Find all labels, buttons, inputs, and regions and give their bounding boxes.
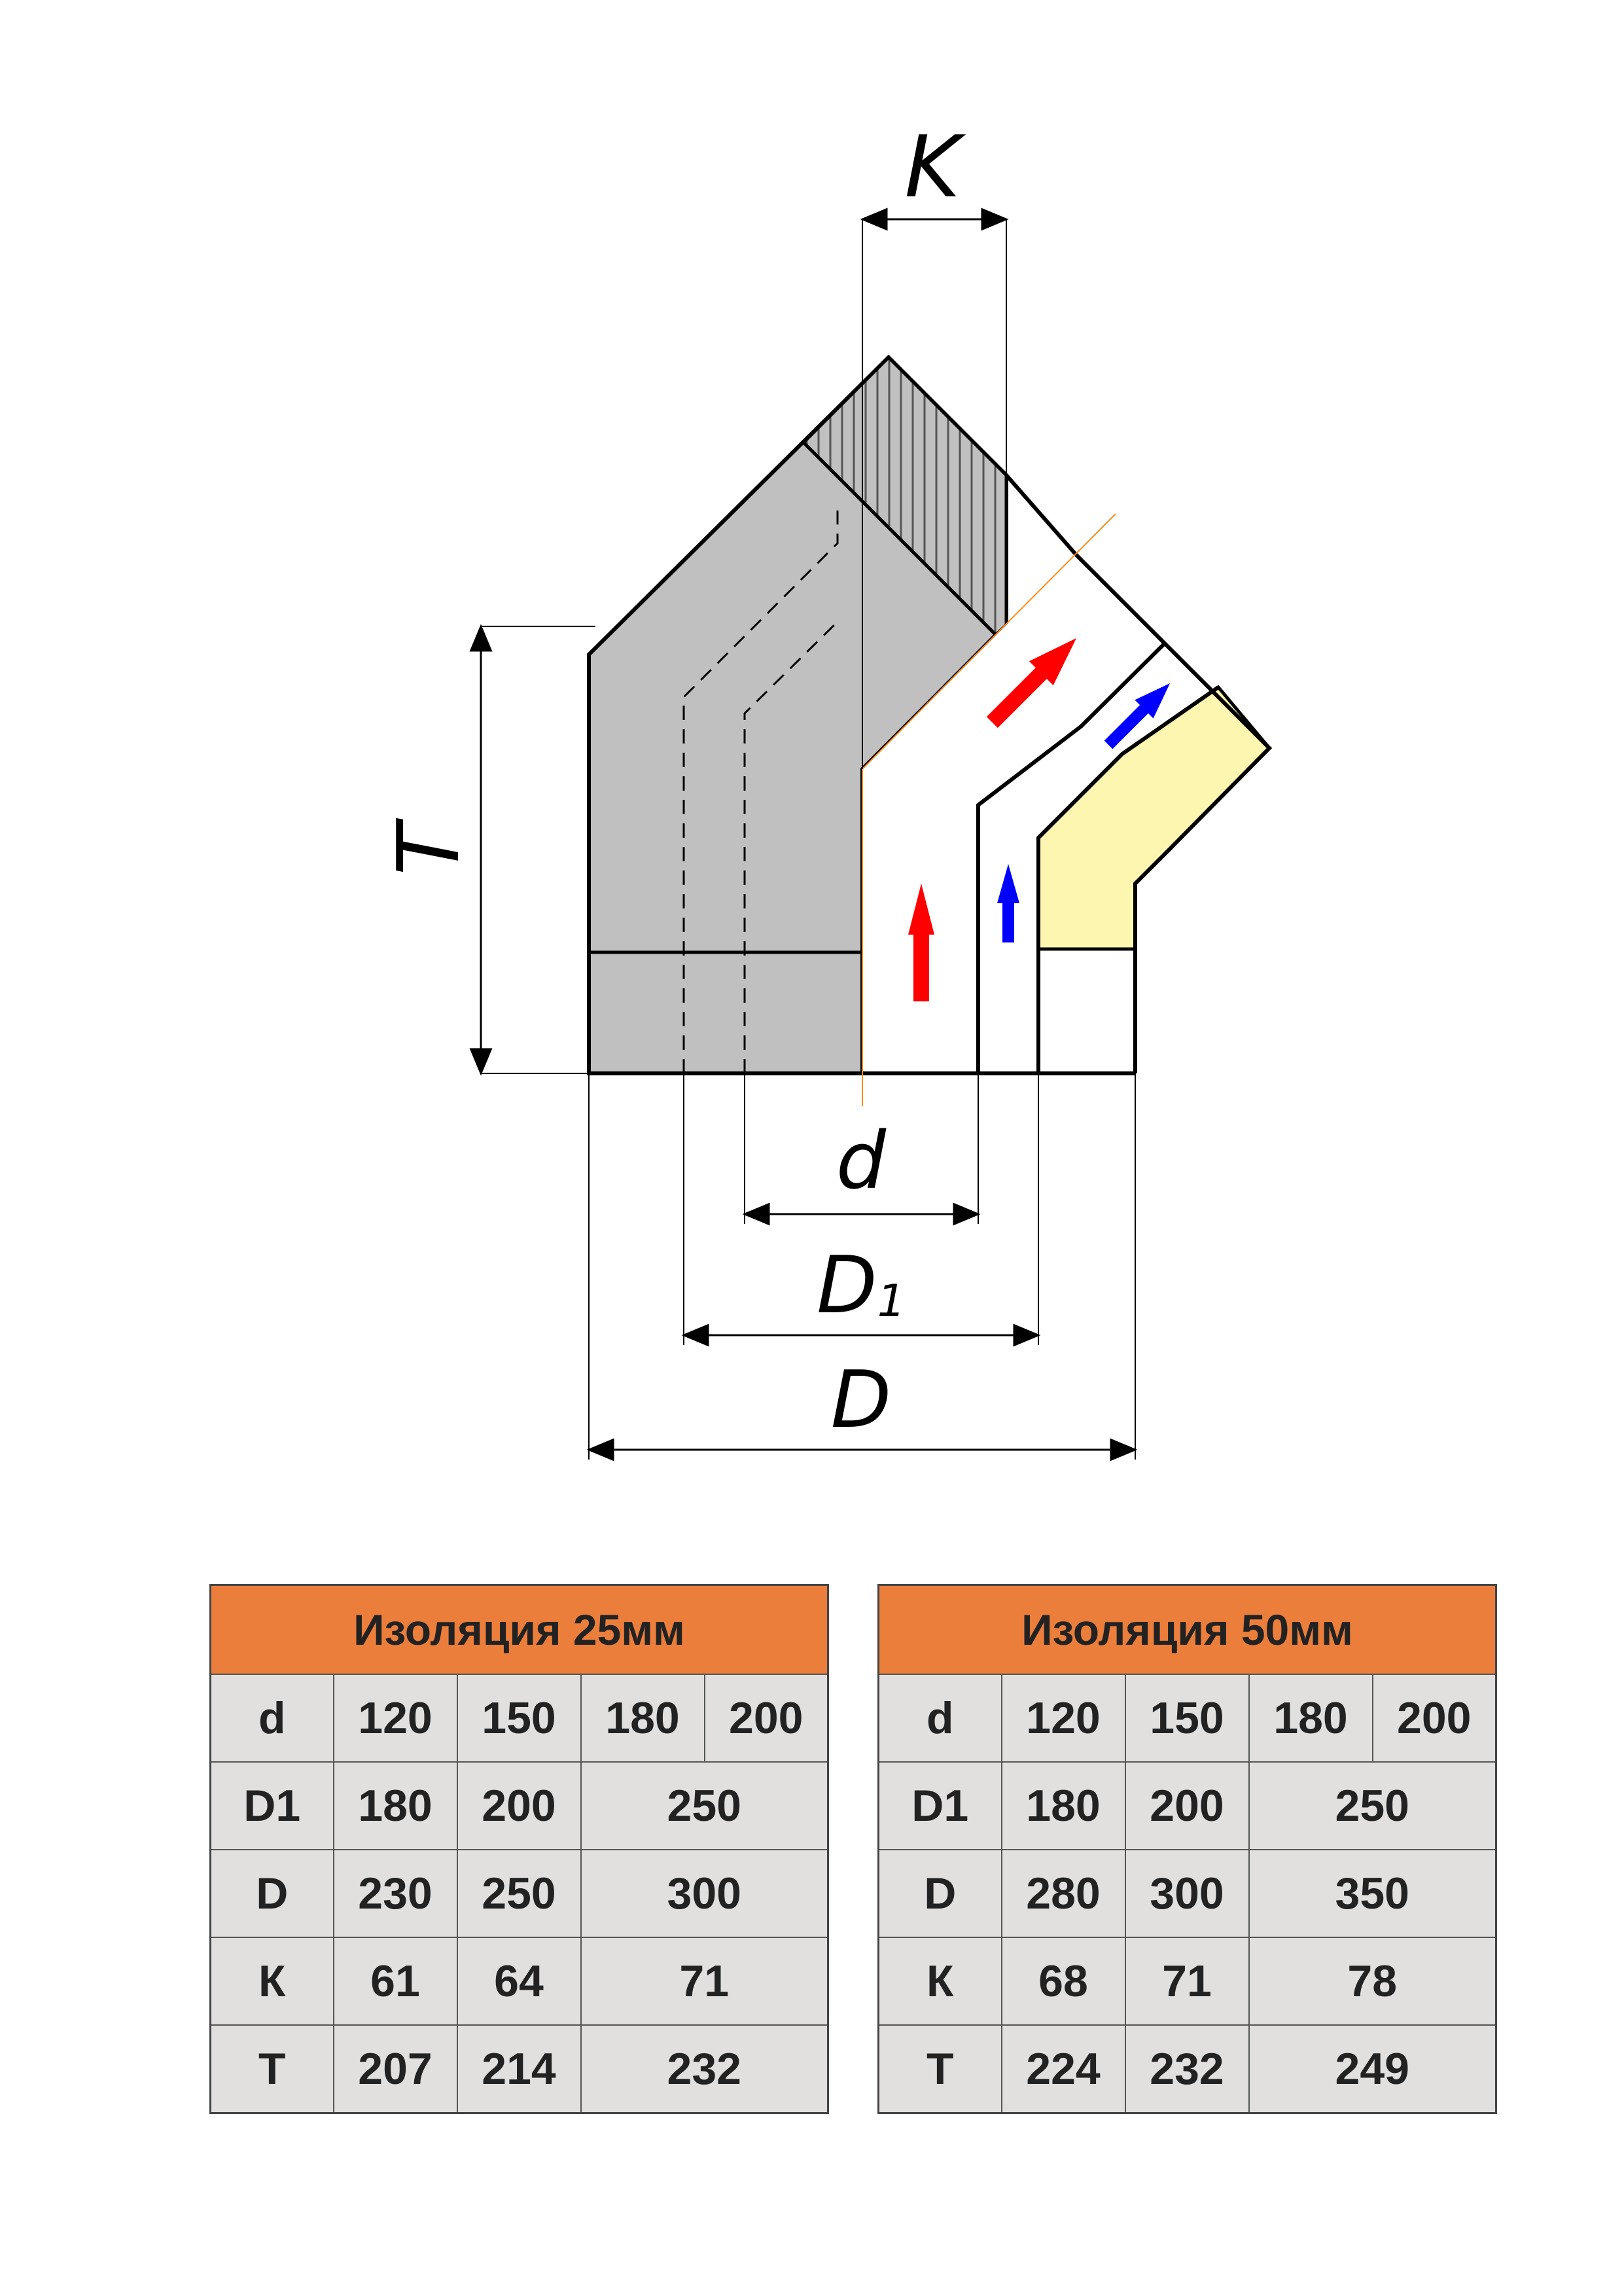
table-cell: 180 (334, 1762, 457, 1850)
table-row (211, 1937, 828, 2025)
table-cell: 180 (1002, 1762, 1125, 1850)
table-row (211, 1850, 828, 1937)
row-label: К (879, 1937, 1002, 2025)
spec-table-insulation-50 (877, 1584, 1497, 2114)
table-cell: 232 (1125, 2025, 1249, 2113)
table-cell: 180 (581, 1674, 705, 1762)
table-cell: 150 (457, 1674, 581, 1762)
table-cell: 250 (581, 1762, 828, 1850)
table-cell: 207 (334, 2025, 457, 2113)
table-title: Изоляция 50мм (879, 1585, 1496, 1675)
table-cell: 249 (1249, 2025, 1496, 2113)
table-cell: 200 (1125, 1762, 1249, 1850)
label-t: T (379, 823, 478, 876)
table-cell: 300 (581, 1850, 828, 1937)
table-row (879, 1850, 1496, 1937)
table-row (879, 2025, 1496, 2113)
table-cell: 120 (1002, 1674, 1125, 1762)
label-k: K (904, 117, 961, 217)
row-label: D (211, 1850, 334, 1937)
table-cell: 350 (1249, 1850, 1496, 1937)
label-d-large: D (830, 1355, 892, 1446)
dimension-t (379, 626, 595, 1073)
table-cell: 120 (334, 1674, 457, 1762)
table-cell: 78 (1249, 1937, 1496, 2025)
row-label: d (879, 1674, 1002, 1762)
table-cell: 200 (457, 1762, 581, 1850)
label-d-small: d (836, 1116, 887, 1207)
table-cell: 250 (457, 1850, 581, 1937)
table-cell: 232 (581, 2025, 828, 2113)
table-title: Изоляция 25мм (211, 1585, 828, 1675)
table-row (211, 1762, 828, 1850)
table-cell: 71 (581, 1937, 828, 2025)
table-cell: 200 (705, 1674, 828, 1762)
table-cell: 64 (457, 1937, 581, 2025)
row-label: d (211, 1674, 334, 1762)
label-d1: D1 (817, 1240, 906, 1331)
table-cell: 150 (1125, 1674, 1249, 1762)
table-cell: 71 (1125, 1937, 1249, 2025)
dimension-d1 (684, 1073, 1038, 1345)
table-row (211, 2025, 828, 2113)
table-cell: 200 (1373, 1674, 1496, 1762)
table-cell: 180 (1249, 1674, 1373, 1762)
table-cell: 300 (1125, 1850, 1249, 1937)
table-cell: 224 (1002, 2025, 1125, 2113)
table-row (211, 1674, 828, 1762)
row-label: D1 (211, 1762, 334, 1850)
table-cell: 250 (1249, 1762, 1496, 1850)
table-cell: 61 (334, 1937, 457, 2025)
table-cell: 68 (1002, 1937, 1125, 2025)
table-cell: 230 (334, 1850, 457, 1937)
table-cell: 214 (457, 2025, 581, 2113)
row-label: К (211, 1937, 334, 2025)
row-label: T (879, 2025, 1002, 2113)
dimension-d-small (745, 1073, 978, 1224)
table-row (879, 1937, 1496, 2025)
row-label: D (879, 1850, 1002, 1937)
row-label: D1 (879, 1762, 1002, 1850)
spec-table-insulation-25 (209, 1584, 829, 2114)
table-row (879, 1674, 1496, 1762)
table-row (879, 1762, 1496, 1850)
row-label: T (211, 2025, 334, 2113)
table-cell: 280 (1002, 1850, 1125, 1937)
